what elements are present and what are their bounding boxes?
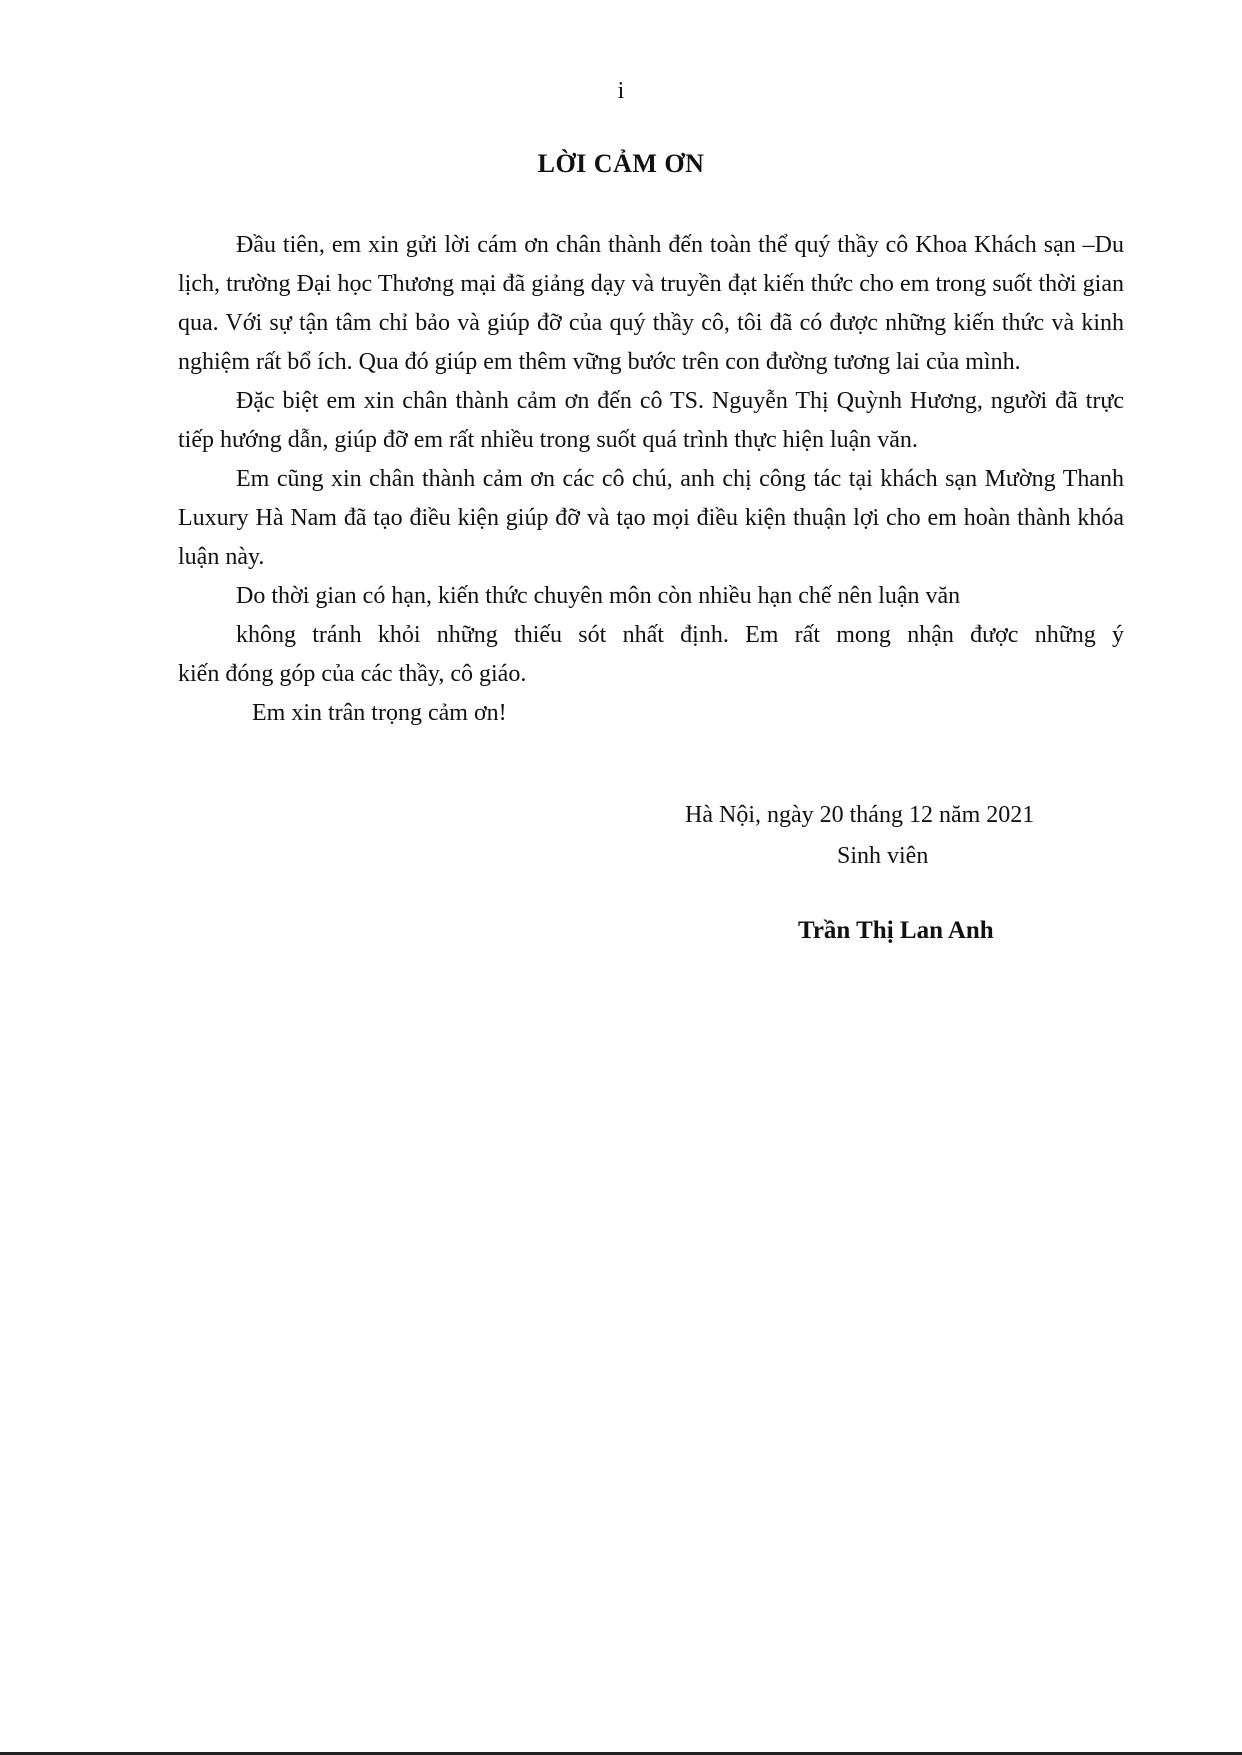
signoff-block: [685, 795, 1034, 877]
paragraph-limitations: [178, 577, 1124, 694]
place-date: Hà Nội, ngày 20 tháng 12 năm 2021: [685, 802, 1035, 828]
paragraph-thanks-advisor: Đặc biệt em xin chân thành cảm ơn đến cô TS. Nguyễn Thị Quỳnh Hương, người đã trực tiếp hướng dẫn, giúp đỡ em rất nhiều trong suốt quá trình thực hiện luận văn.: [178, 388, 1124, 453]
closing-line: Em xin trân trọng cảm ơn!: [252, 700, 507, 726]
signer-role: Sinh viên: [837, 843, 929, 869]
signer-name: Trần Thị Lan Anh: [798, 917, 994, 944]
paragraph-thanks-hotel: Em cũng xin chân thành cảm ơn các cô chú, anh chị công tác tại khách sạn Mường Thanh Luxury Hà Nam đã tạo điều kiện giúp đỡ và tạo mọi điều kiện thuận lợi cho em hoàn thành khóa luận này.: [178, 466, 1124, 570]
acknowledgement-body: [178, 226, 1124, 733]
paragraph-thanks-faculty: Đầu tiên, em xin gửi lời cám ơn chân thành đến toàn thể quý thầy cô Khoa Khách sạn –Du lịch, trường Đại học Thương mại đã giảng dạy và truyền đạt kiến thức cho em trong suốt thời gian qua. Với sự tận tâm chỉ bảo và giúp đỡ của quý thầy cô, tôi đã có được những kiến thức và kinh nghiệm rất bổ ích. Qua đó giúp em thêm vững bước trên con đường tương lai của mình.: [178, 232, 1124, 375]
page-number: i: [617, 78, 625, 104]
limitations-line-2: không tránh khỏi những thiếu sót nhất định. Em rất mong nhận được những ý: [236, 622, 1124, 648]
page-title: LỜI CẢM ƠN: [537, 149, 705, 178]
limitations-line-1: Do thời gian có hạn, kiến thức chuyên môn còn nhiều hạn chế nên luận văn: [236, 583, 961, 609]
limitations-line-3: kiến đóng góp của các thầy, cô giáo.: [178, 661, 527, 687]
